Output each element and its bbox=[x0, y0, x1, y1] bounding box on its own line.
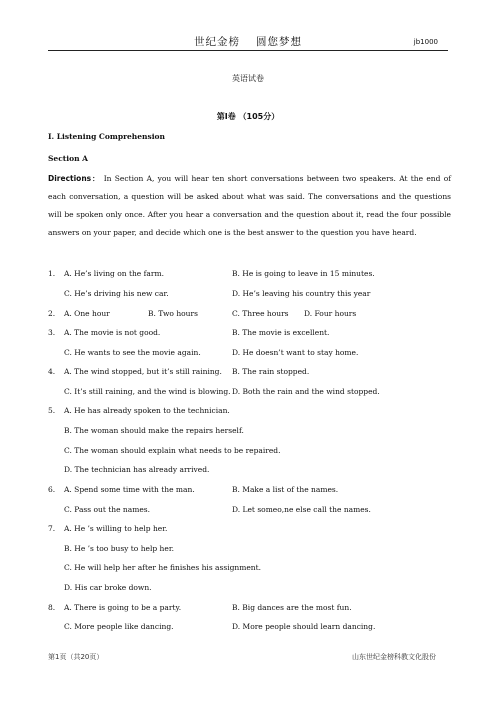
header-slogan bbox=[48, 36, 448, 48]
option-d: D. His car broke down. bbox=[64, 583, 152, 592]
header-motto: 圆您梦想 bbox=[256, 36, 302, 48]
option-d: D. Let someo,ne else call the names. bbox=[232, 505, 371, 514]
directions-paragraph bbox=[48, 170, 451, 242]
option-d: D. Four hours bbox=[304, 309, 357, 318]
question-number: 2. bbox=[48, 309, 56, 318]
section-heading: Section A bbox=[48, 154, 88, 163]
directions-text: In Section A, you will hear ten short conversations between two speakers. At the end of each conversation, a question will be asked about what was said. The conversations and the questions will be spoken only once. After you hear a conversation and the question about it, read the four possible answers on your paper, and decide which one is the best answer to the question you have heard. bbox=[48, 174, 451, 237]
option-c: C. He’s driving his new car. bbox=[64, 289, 169, 298]
option-a: A. The wind stopped, but it’s still raining. bbox=[64, 367, 222, 376]
footer-company: 山东世纪金榜科教文化股份 bbox=[352, 653, 436, 661]
option-d: D. Both the rain and the wind stopped. bbox=[232, 387, 380, 396]
option-b: B. Make a list of the names. bbox=[232, 485, 339, 494]
option-b: B. He ’s too busy to help her. bbox=[64, 544, 174, 553]
option-c: C. It’s still raining, and the wind is blowing. bbox=[64, 387, 231, 396]
option-b: B. Two hours bbox=[148, 309, 198, 318]
question-number: 3. bbox=[48, 328, 56, 337]
option-c: C. Pass out the names. bbox=[64, 505, 150, 514]
question-number: 5. bbox=[48, 406, 56, 415]
option-a: A. One hour bbox=[64, 309, 110, 318]
volume-title: 第I卷 （105分） bbox=[216, 112, 280, 121]
exam-title: 英语试卷 bbox=[232, 74, 264, 83]
option-a: A. Spend some time with the man. bbox=[64, 485, 195, 494]
option-c: C. The woman should explain what needs to be repaired. bbox=[64, 446, 281, 455]
part-heading: I. Listening Comprehension bbox=[48, 132, 166, 141]
option-d: D. He doesn’t want to stay home. bbox=[232, 348, 359, 357]
header-brand: 世纪金榜 bbox=[194, 36, 240, 48]
page-header bbox=[48, 36, 448, 51]
option-b: B. Big dances are the most fun. bbox=[232, 603, 352, 612]
question-number: 4. bbox=[48, 367, 56, 376]
option-c: C. Three hours bbox=[232, 309, 289, 318]
directions-label: Directions： bbox=[48, 174, 101, 183]
option-b: B. The rain stopped. bbox=[232, 367, 310, 376]
option-c: C. He will help her after he finishes his assignment. bbox=[64, 563, 262, 572]
question-number: 6. bbox=[48, 485, 56, 494]
option-d: D. He’s leaving his country this year bbox=[232, 289, 371, 298]
option-b: B. The woman should make the repairs herself. bbox=[64, 426, 244, 435]
option-b: B. The movie is excellent. bbox=[232, 328, 330, 337]
option-c: C. More people like dancing. bbox=[64, 622, 174, 631]
option-a: A. There is going to be a party. bbox=[64, 603, 182, 612]
header-code: jb1000 bbox=[413, 38, 438, 46]
question-number: 7. bbox=[48, 524, 56, 533]
option-c: C. He wants to see the movie again. bbox=[64, 348, 201, 357]
option-d: D. The technician has already arrived. bbox=[64, 465, 210, 474]
option-a: A. He has already spoken to the technician. bbox=[64, 406, 230, 415]
option-d: D. More people should learn dancing. bbox=[232, 622, 376, 631]
option-a: A. He ’s willing to help her. bbox=[64, 524, 168, 533]
option-b: B. He is going to leave in 15 minutes. bbox=[232, 269, 375, 278]
question-number: 8. bbox=[48, 603, 56, 612]
question-number: 1. bbox=[48, 269, 56, 278]
option-a: A. He’s living on the farm. bbox=[64, 269, 164, 278]
option-a: A. The movie is not good. bbox=[64, 328, 161, 337]
footer-page-number: 第1页（共20页） bbox=[48, 653, 104, 661]
